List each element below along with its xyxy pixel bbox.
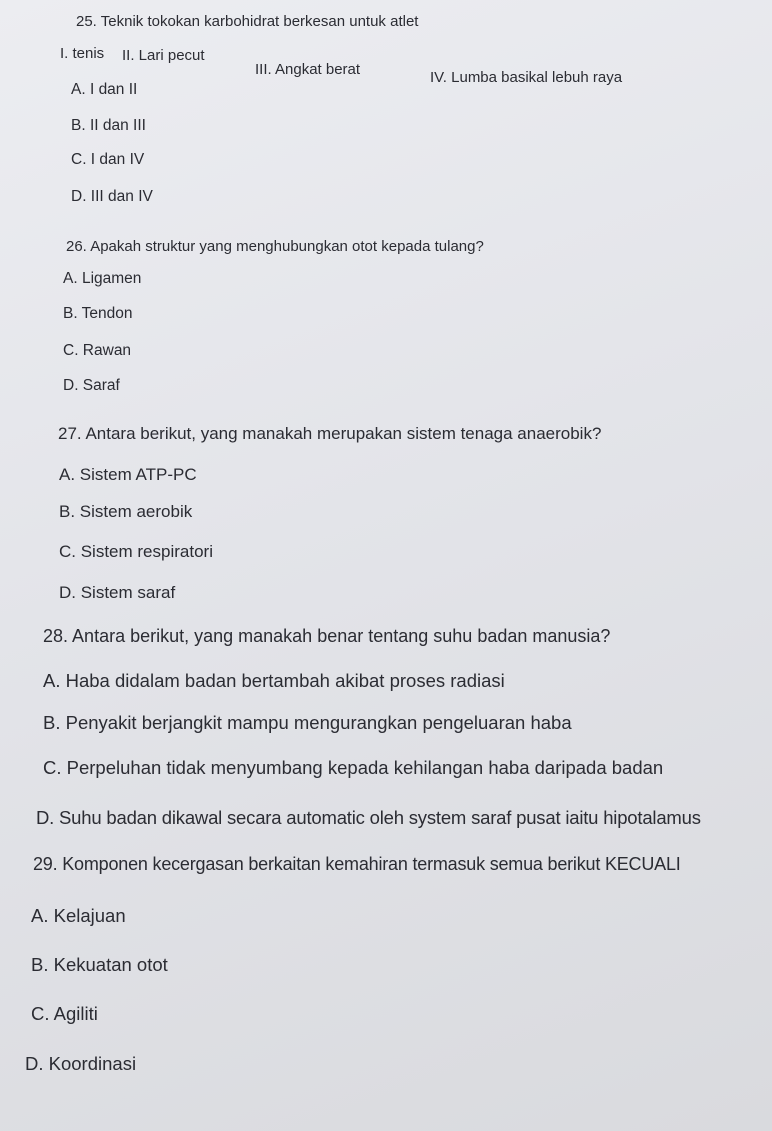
question-28-option-a: A. Haba didalam badan bertambah akibat proses radiasi (43, 670, 505, 691)
question-25-option-c: C. I dan IV (71, 151, 145, 168)
question-28-text: 28. Antara berikut, yang manakah benar tentang suhu badan manusia? (43, 626, 611, 646)
question-25-text: 25. Teknik tokokan karbohidrat berkesan untuk atlet (76, 13, 419, 30)
question-25-option-d: D. III dan IV (71, 188, 153, 205)
question-26-option-d: D. Saraf (63, 377, 120, 394)
question-29-option-c: C. Agiliti (31, 1003, 98, 1024)
question-27-option-a: A. Sistem ATP-PC (59, 465, 197, 484)
question-28-option-c: C. Perpeluhan tidak menyumbang kepada kehilangan haba daripada badan (43, 757, 664, 778)
question-28-option-d: D. Suhu badan dikawal secara automatic oleh system saraf pusat iaitu hipotalamus (36, 807, 701, 828)
question-25-item-3: III. Angkat berat (255, 61, 361, 78)
question-28-option-b: B. Penyakit berjangkit mampu mengurangkan pengeluaran haba (43, 712, 572, 733)
question-25-item-1: I. tenis (60, 45, 105, 62)
question-25-item-4: IV. Lumba basikal lebuh raya (430, 69, 623, 86)
question-26-text: 26. Apakah struktur yang menghubungkan otot kepada tulang? (66, 238, 484, 255)
question-29-option-b: B. Kekuatan otot (31, 954, 168, 975)
question-29-text: 29. Komponen kecergasan berkaitan kemahiran termasuk semua berikut KECUALI (33, 854, 681, 874)
question-27-option-c: C. Sistem respiratori (59, 542, 213, 561)
question-29-option-a: A. Kelajuan (31, 905, 126, 926)
question-27-text: 27. Antara berikut, yang manakah merupakan sistem tenaga anaerobik? (58, 424, 602, 443)
question-25-item-2: II. Lari pecut (122, 47, 205, 64)
question-26-option-b: B. Tendon (63, 305, 133, 322)
question-26-option-c: C. Rawan (63, 342, 132, 359)
question-26-option-a: A. Ligamen (63, 270, 142, 287)
question-25-option-b: B. II dan III (71, 117, 146, 134)
question-25-option-a: A. I dan II (71, 81, 138, 98)
question-27-option-b: B. Sistem aerobik (59, 502, 193, 521)
question-27-option-d: D. Sistem saraf (59, 583, 176, 602)
question-29-option-d: D. Koordinasi (25, 1053, 137, 1074)
